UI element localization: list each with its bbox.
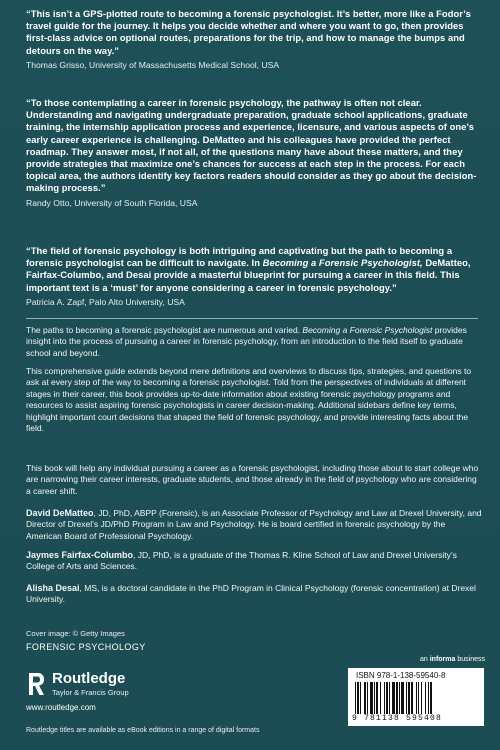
- quote-text: “This isn’t a GPS-plotted route to becoming a forensic psychologist. It’s better, more like a Fodor’s travel guide for the journey. It helps you decide whether and where you want to go, then provides first-class advice on optional routes, preparations for the trip, and how to manage the bumps and detours on the way.”: [26, 8, 471, 56]
- barcode-bar: [418, 682, 419, 714]
- barcode-bar: [396, 682, 398, 714]
- publisher-name: Routledge: [52, 670, 126, 687]
- description-paragraph-1: The paths to becoming a forensic psychologist are numerous and varied. Becoming a Forensic Psychologist provides insight into the process of pursuing a career in forensic psychology, from an introduction to the field itself to graduate school and beyond.: [26, 325, 467, 358]
- quote-attribution: Patricia A. Zapf, Palo Alto University, USA: [26, 296, 185, 307]
- barcode-bar: [355, 682, 356, 714]
- barcode-bar: [360, 682, 361, 714]
- barcode-bar: [357, 682, 359, 714]
- cover-image-credit: Cover image: © Getty Images: [26, 629, 125, 638]
- barcode-bar: [392, 682, 395, 714]
- barcode-bar: [406, 682, 407, 714]
- barcode-bar: [428, 682, 429, 714]
- author-name: Alisha Desai: [26, 583, 80, 593]
- barcode-bar: [421, 682, 422, 714]
- barcode-bar: [364, 682, 366, 714]
- ebook-availability-note: Routledge titles are available as eBook editions in a range of digital formats: [26, 727, 260, 734]
- barcode-bar: [430, 682, 432, 714]
- endorsement-quote-2: [26, 97, 478, 209]
- barcode-bar: [380, 682, 381, 714]
- barcode-bar: [374, 682, 375, 714]
- isbn-text: ISBN 978-1-138-59540-8: [356, 671, 446, 680]
- barcode-bar: [384, 682, 385, 714]
- barcode-panel: [348, 668, 484, 726]
- book-title-italic: Becoming a Forensic Psychologist,: [262, 257, 423, 269]
- endorsement-quote-3: [26, 245, 478, 308]
- series-label: FORENSIC PSYCHOLOGY: [26, 642, 146, 652]
- publisher-url[interactable]: www.routledge.com: [26, 703, 96, 712]
- quote-text: “The field of forensic psychology is both intriguing and captivating but the path to becoming a forensic psychologist can be difficult to navigate. In Becoming a Forensic Psychologist, DeMatteo, Fairfax-Columbo, and Desai provide a masterful blueprint for pursuing a career in this field. This important text is a ‘must’ for anyone considering a career in forensic psychology.”: [26, 245, 471, 293]
- quote-attribution: Thomas Grisso, University of Massachusetts Medical School, USA: [26, 59, 280, 70]
- barcode-digits: 9 781138 595408: [352, 714, 443, 723]
- barcode-icon: [354, 682, 478, 714]
- author-bio-2: Jaymes Fairfax-Columbo, JD, PhD, is a graduate of the Thomas R. Kline School of Law and Drexel University’s College of Arts and Sciences.: [26, 550, 457, 572]
- quote-attribution: Randy Otto, University of South Florida, USA: [26, 197, 198, 208]
- book-title-italic: Becoming a Forensic Psychologist: [302, 325, 433, 335]
- barcode-bar: [370, 682, 373, 714]
- barcode-bar: [389, 682, 390, 714]
- author-name: David DeMatteo: [26, 508, 94, 518]
- barcode-bar: [411, 682, 413, 714]
- barcode-bar: [425, 682, 426, 714]
- author-bio-1: David DeMatteo, JD, PhD, ABPP (Forensic), is an Associate Professor of Psychology and Law at Drexel University, and Director of Drexel’s JD/PhD Program in Law and Psychology. He is board certified in forensic psychology by the American Board of Professional Psychology.: [26, 508, 482, 541]
- endorsement-quote-1: [26, 8, 478, 71]
- author-bio-3: Alisha Desai, MS, is a doctoral candidate in the PhD Program in Clinical Psychology (forensic concentration) at Drexel University.: [26, 583, 476, 605]
- informa-business-label: an informa business: [420, 656, 485, 663]
- quote-text: “To those contemplating a career in forensic psychology, the pathway is often not clear. Understanding and navigating undergraduate preparation, graduate school applications, graduate training, the internship application process and experience, licensure, and various aspects of one’s early career experience is challenging. DeMatteo and his colleagues have provided the perfect roadmap. They answer most, if not all, of the questions many have about these matters, and they provide strategies that maximize one’s chances for success at each step in the process. For each topical area, the authors identify key factors readers should consider as they go about the decision-making process.”: [26, 97, 477, 194]
- publisher-group: Taylor & Francis Group: [52, 688, 129, 697]
- description-paragraph-2: This comprehensive guide extends beyond mere definitions and overviews to discuss tips, strategies, and questions to ask at every step of the way to becoming a forensic psychologist. Told from the perspectives of individuals at different stages in their career, this book provides up-to-date information about existing forensic psychology programs and resources to assist aspiring forensic psychologists in career decision-making. Additional sidebars define key terms, highlight important court decisions that shaped the field of forensic psychology, and provide interesting facts about the field.: [26, 366, 472, 434]
- routledge-r-icon: [26, 671, 46, 697]
- routledge-logo: [26, 670, 226, 700]
- barcode-bar: [401, 682, 404, 714]
- barcode-bar: [367, 682, 368, 714]
- divider-rule: [26, 318, 478, 319]
- barcode-bar: [416, 682, 417, 714]
- barcode-bar: [399, 682, 400, 714]
- barcode-bar: [408, 682, 410, 714]
- description-paragraph-3: This book will help any individual pursuing a career as a forensic psychologist, including those about to start college who are narrowing their career interests, graduate students, and those already in the field of psychology who are considering a career shift.: [26, 463, 479, 496]
- author-name: Jaymes Fairfax-Columbo: [26, 550, 134, 560]
- barcode-bar: [376, 682, 378, 714]
- barcode-bar: [386, 682, 388, 714]
